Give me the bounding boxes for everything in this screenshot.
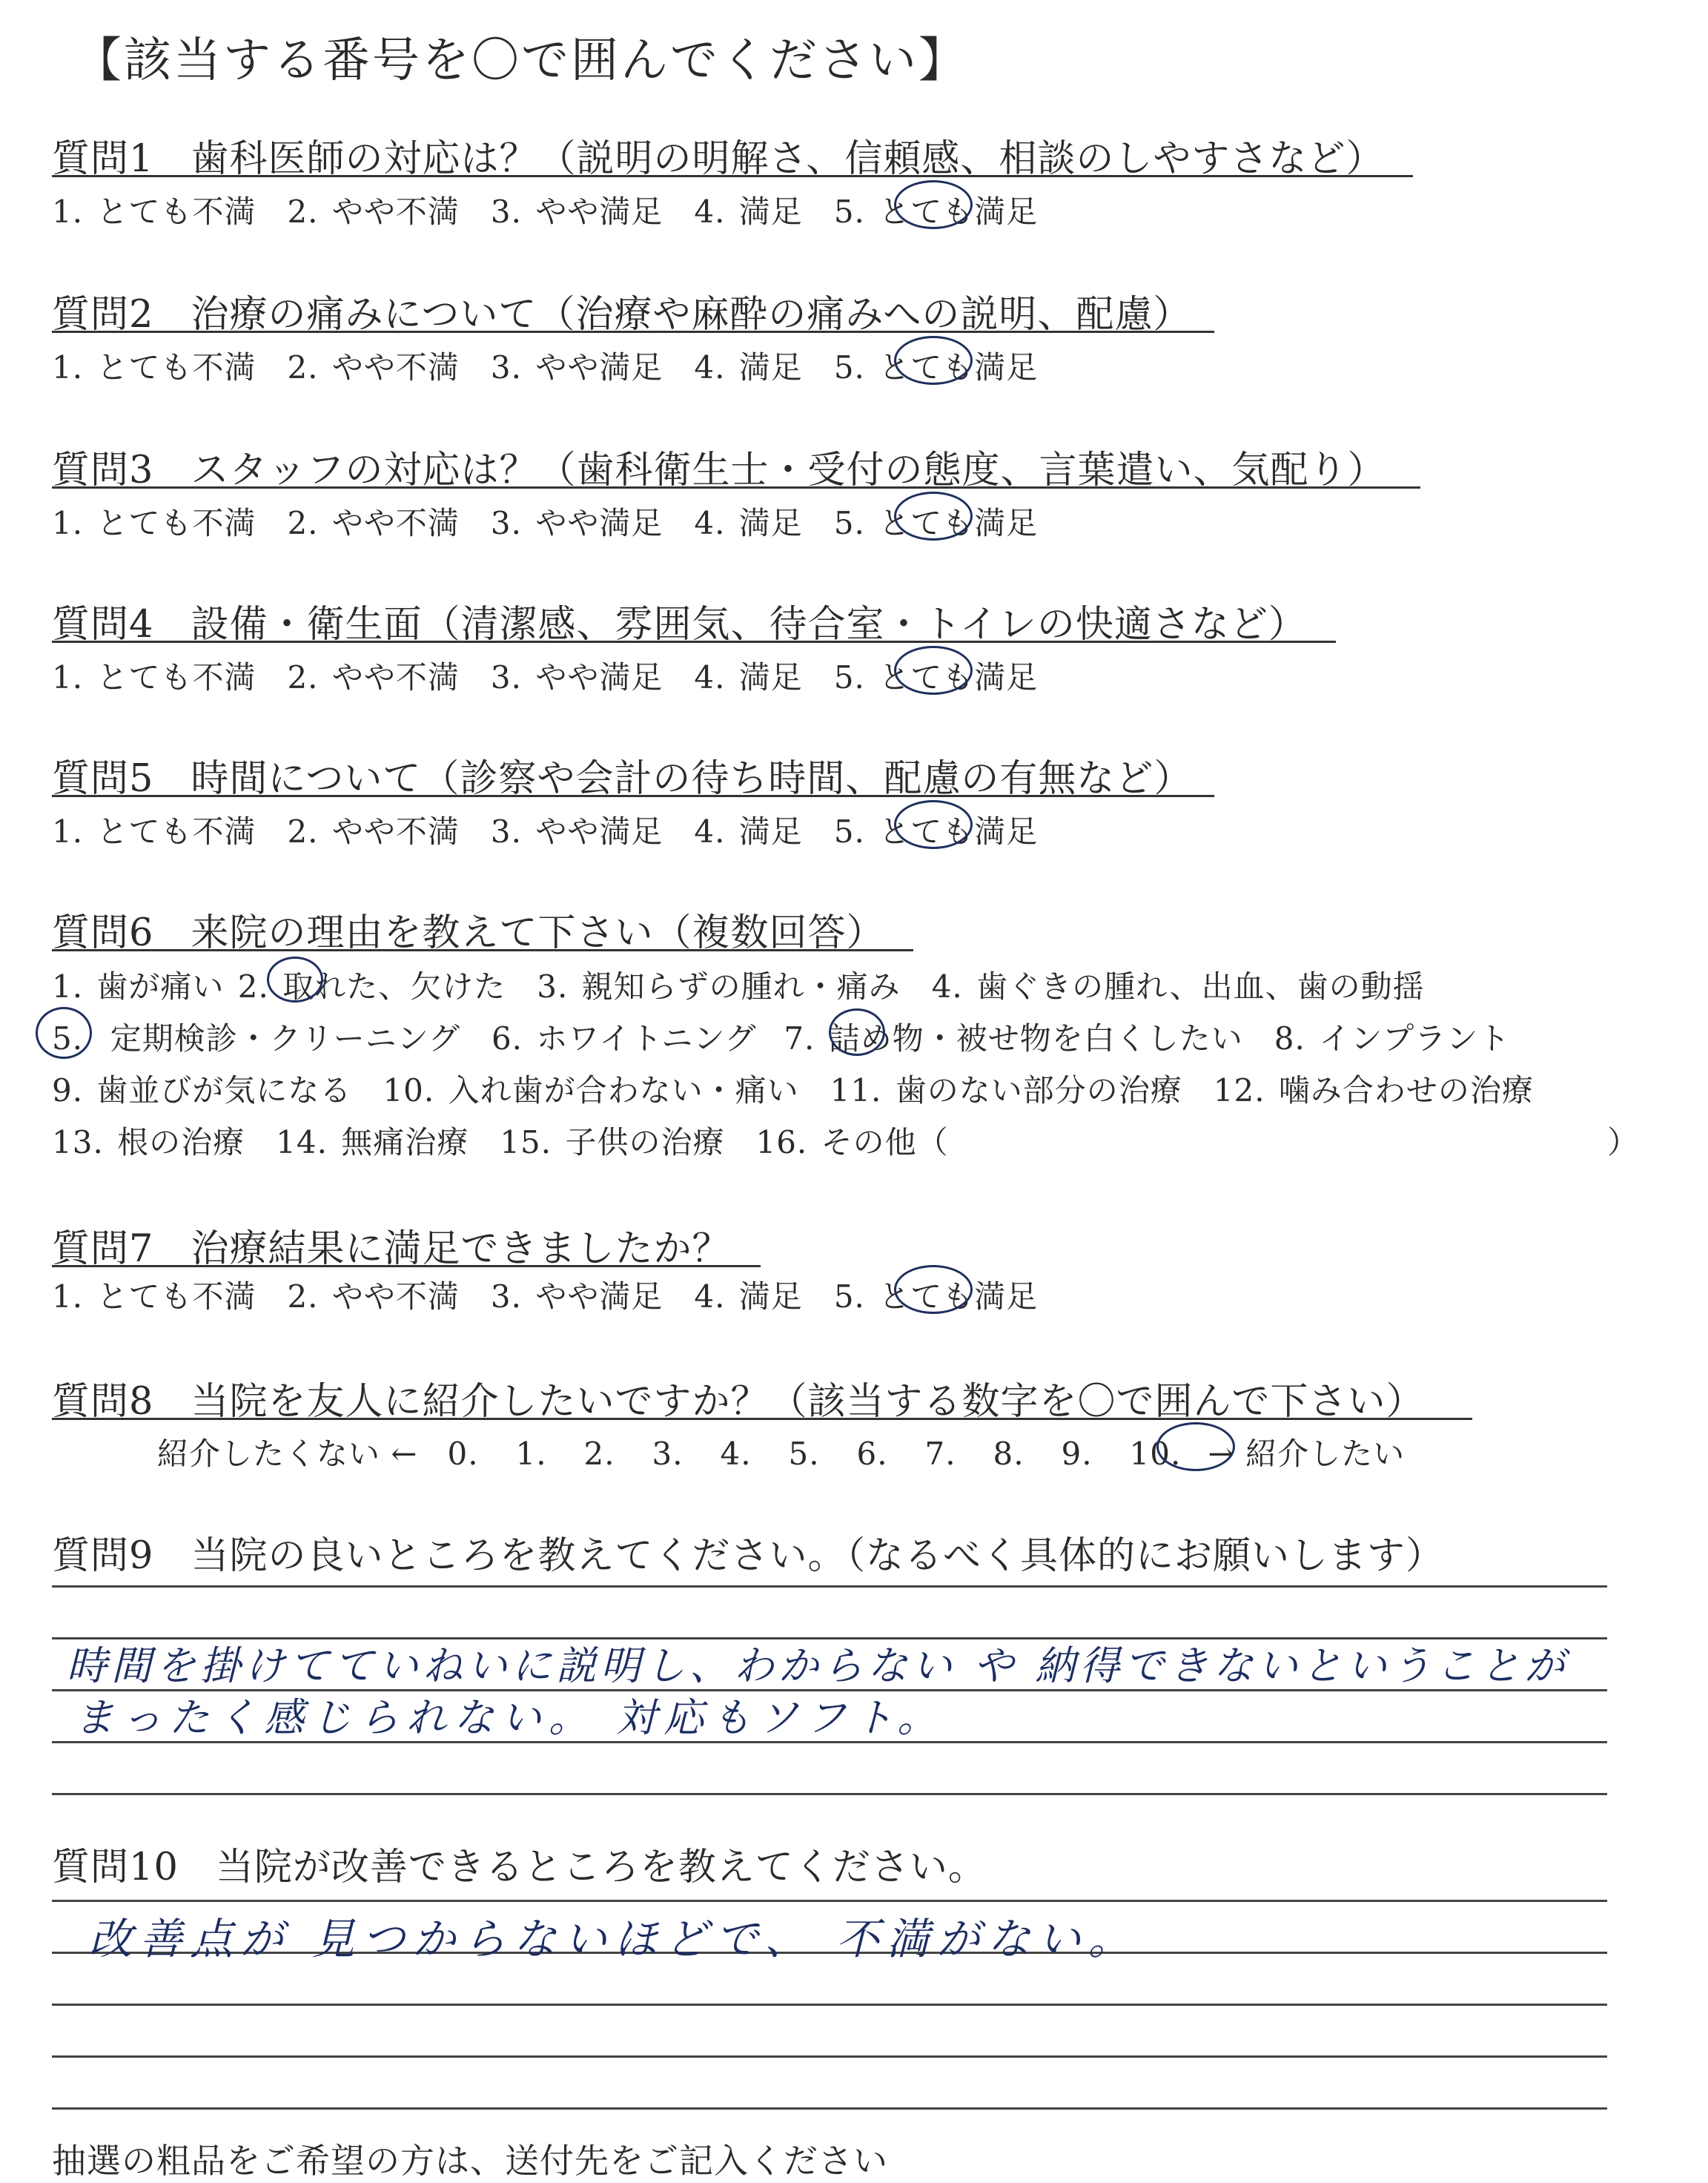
selection-circle <box>894 492 973 541</box>
option-1-num[interactable]: 1. <box>52 194 84 230</box>
question-1-underline <box>52 175 1413 177</box>
option-3-label: やや満足 <box>535 194 663 230</box>
question-1-label: 質問1 <box>52 137 154 181</box>
answer-line <box>52 1585 1607 1588</box>
question-4-options <box>52 653 1038 698</box>
answer-line <box>52 2004 1607 2006</box>
option-2-label: やや不満 <box>331 505 460 541</box>
option-4-label: 満足 <box>738 349 803 386</box>
option-4-label: 満足 <box>738 659 803 696</box>
option-3-num[interactable]: 3. <box>490 349 522 386</box>
reason-8[interactable]: 8. インプラント <box>1274 1020 1511 1057</box>
referral-9[interactable]: 9. <box>1061 1436 1093 1472</box>
question-8-label: 質問8 <box>52 1380 154 1424</box>
option-2-num[interactable]: 2. <box>287 659 319 696</box>
selection-circle <box>894 336 973 385</box>
reason-15[interactable]: 15. 子供の治療 <box>500 1124 725 1160</box>
referral-5[interactable]: 5. <box>788 1436 820 1472</box>
option-5-label: とても満足 <box>878 1278 1039 1315</box>
question-1 <box>52 128 1384 182</box>
reason-14[interactable]: 14. 無痛治療 <box>276 1124 469 1160</box>
question-8-underline <box>52 1418 1472 1420</box>
question-10-label: 質問10 <box>52 1846 179 1889</box>
answer-line <box>52 2107 1607 2110</box>
question-7-underline <box>52 1265 761 1267</box>
option-1-num[interactable]: 1. <box>52 659 84 696</box>
reason-16-close: ） <box>1607 1124 1640 1160</box>
question-2-label: 質問2 <box>52 293 154 337</box>
option-5-num[interactable]: 5. <box>833 1278 865 1315</box>
option-5-label: とても満足 <box>878 813 1039 850</box>
option-1-label: とても不満 <box>96 194 256 230</box>
reasons-row-1 <box>52 962 1425 1007</box>
option-4-num[interactable]: 4. <box>694 1278 726 1315</box>
option-2-label: やや不満 <box>331 659 460 696</box>
option-3-num[interactable]: 3. <box>490 194 522 230</box>
question-9-text: 当院の良いところを教えてください。（なるべく具体的にお願いします） <box>191 1534 1444 1578</box>
option-1-label: とても不満 <box>96 349 256 386</box>
referral-6[interactable]: 6. <box>856 1436 888 1472</box>
option-4-num[interactable]: 4. <box>694 813 726 850</box>
reason-7-label: 詰め物・被せ物を白くしたい <box>828 1020 1243 1057</box>
option-3-label: やや満足 <box>535 1278 663 1315</box>
referral-right-label: → 紹介したい <box>1208 1436 1406 1472</box>
option-4-label: 満足 <box>738 194 803 230</box>
selection-circle <box>894 646 973 695</box>
referral-3[interactable]: 3. <box>652 1436 683 1472</box>
question-9-label: 質問9 <box>52 1534 154 1578</box>
option-5-num[interactable]: 5. <box>833 194 865 230</box>
option-5-label: とても満足 <box>878 349 1039 386</box>
question-3-underline <box>52 486 1420 489</box>
question-1-text: 歯科医師の対応は？（説明の明解さ、信頼感、相談のしやすさなど） <box>191 137 1385 181</box>
option-4-label: 満足 <box>738 1278 803 1315</box>
option-3-num[interactable]: 3. <box>490 1278 522 1315</box>
question-5-text: 時間について（診察や会計の待ち時間、配慮の有無など） <box>191 757 1193 801</box>
question-6-text: 来院の理由を教えて下さい（複数回答） <box>191 911 885 955</box>
option-2-num[interactable]: 2. <box>287 194 319 230</box>
question-3-options <box>52 499 1038 544</box>
option-1-num[interactable]: 1. <box>52 1278 84 1315</box>
q9-handwritten-answer-line-1[interactable]: 時間を掛けてていねいに説明し、わからない や 納得できないということが <box>67 1642 1569 1689</box>
option-3-label: やや満足 <box>535 349 663 386</box>
question-5-underline <box>52 795 1214 797</box>
option-5-num[interactable]: 5. <box>833 813 865 850</box>
question-7-text: 治療結果に満足できましたか？ <box>191 1227 731 1271</box>
option-1-label: とても不満 <box>96 1278 256 1315</box>
selection-circle <box>36 1007 92 1059</box>
referral-0[interactable]: 0. <box>447 1436 479 1472</box>
reason-7-num[interactable]: 7. <box>784 1020 815 1057</box>
option-2-label: やや不満 <box>331 1278 460 1315</box>
reason-12[interactable]: 12. 噛み合わせの治療 <box>1213 1072 1534 1109</box>
option-3-num[interactable]: 3. <box>490 659 522 696</box>
answer-line <box>52 1900 1607 1902</box>
option-3-label: やや満足 <box>535 659 663 696</box>
question-3 <box>52 439 1386 494</box>
reason-1[interactable]: 1. 歯が痛い <box>52 968 225 1005</box>
question-6-underline <box>52 949 913 951</box>
referral-left-label: 紹介したくない ← <box>157 1436 418 1472</box>
selection-circle <box>894 180 973 229</box>
option-5-label: とても満足 <box>878 659 1039 696</box>
reason-4[interactable]: 4. 歯ぐきの腫れ、出血、歯の動揺 <box>931 968 1425 1005</box>
answer-line <box>52 1793 1607 1795</box>
option-3-label: やや満足 <box>535 813 663 850</box>
selection-circle <box>1156 1422 1235 1471</box>
question-3-text: スタッフの対応は？（歯科衛生士・受付の態度、言葉遣い、気配り） <box>191 449 1386 492</box>
option-1-label: とても不満 <box>96 659 256 696</box>
question-2 <box>52 283 1191 338</box>
reason-6[interactable]: 6. ホワイトニング <box>491 1020 757 1057</box>
option-2-num[interactable]: 2. <box>287 813 319 850</box>
reason-2-label: 取れた、欠けた <box>282 968 506 1005</box>
question-10 <box>52 1836 987 1891</box>
question-4-text: 設備・衛生面（清潔感、雰囲気、待合室・トイレの快適さなど） <box>191 603 1307 647</box>
reasons-row-4 <box>52 1118 949 1163</box>
question-5-options <box>52 808 1038 852</box>
question-2-text: 治療の痛みについて（治療や麻酔の痛みへの説明、配慮） <box>191 293 1192 337</box>
option-2-num[interactable]: 2. <box>287 505 319 541</box>
selection-circle <box>894 1265 973 1314</box>
reason-16[interactable]: 16. その他（ <box>755 1124 949 1160</box>
q9-handwritten-answer-line-2[interactable]: まったく感じられない。 対応もソフト。 <box>74 1694 945 1741</box>
question-8-text: 当院を友人に紹介したいですか？（該当する数字を〇で囲んで下さい） <box>191 1380 1425 1424</box>
reason-10[interactable]: 10. 入れ歯が合わない・痛い <box>383 1072 799 1109</box>
referral-8[interactable]: 8. <box>993 1436 1025 1472</box>
reason-9[interactable]: 9. 歯並びが気になる <box>52 1072 352 1109</box>
option-2-label: やや不満 <box>331 194 460 230</box>
question-9 <box>52 1525 1444 1579</box>
question-7 <box>52 1218 730 1272</box>
question-7-label: 質問7 <box>52 1227 154 1271</box>
reason-11[interactable]: 11. 歯のない部分の治療 <box>830 1072 1182 1109</box>
option-4-label: 満足 <box>738 505 803 541</box>
option-4-num[interactable]: 4. <box>694 659 726 696</box>
selection-circle <box>267 957 323 1003</box>
question-4-underline <box>52 641 1336 643</box>
referral-1[interactable]: 1. <box>515 1436 547 1472</box>
question-5 <box>52 747 1192 802</box>
question-2-options <box>52 343 1038 388</box>
referral-10[interactable]: 10. <box>1129 1436 1182 1472</box>
option-4-num[interactable]: 4. <box>694 194 726 230</box>
q10-handwritten-answer[interactable]: 改善点が 見つからないほどで、 不満がない。 <box>89 1914 1139 1964</box>
selection-circle <box>829 1008 885 1056</box>
answer-line <box>52 2055 1607 2058</box>
option-1-num[interactable]: 1. <box>52 505 84 541</box>
question-3-label: 質問3 <box>52 449 154 492</box>
option-4-num[interactable]: 4. <box>694 505 726 541</box>
reason-5-num[interactable]: 5. <box>52 1020 84 1057</box>
option-2-label: やや不満 <box>331 349 460 386</box>
option-2-label: やや不満 <box>331 813 460 850</box>
referral-2[interactable]: 2. <box>583 1436 615 1472</box>
question-1-options <box>52 188 1038 232</box>
option-1-label: とても不満 <box>96 505 256 541</box>
option-1-label: とても不満 <box>96 813 256 850</box>
option-5-num[interactable]: 5. <box>833 659 865 696</box>
option-5-num[interactable]: 5. <box>833 349 865 386</box>
option-3-num[interactable]: 3. <box>490 505 522 541</box>
question-2-underline <box>52 331 1214 333</box>
question-5-label: 質問5 <box>52 757 154 801</box>
reason-5-label: 定期検診・クリーニング <box>110 1020 460 1057</box>
footer-note: 抽選の粗品をご希望の方は、送付先をご記入ください <box>52 2141 888 2181</box>
question-7-options <box>52 1272 1038 1317</box>
option-1-num[interactable]: 1. <box>52 813 84 850</box>
question-6-label: 質問6 <box>52 911 154 955</box>
option-5-num[interactable]: 5. <box>833 505 865 541</box>
option-3-num[interactable]: 3. <box>490 813 522 850</box>
reasons-row-3 <box>52 1066 1534 1111</box>
question-6 <box>52 902 884 957</box>
selection-circle <box>894 800 973 849</box>
reason-13[interactable]: 13. 根の治療 <box>52 1124 245 1160</box>
option-4-label: 満足 <box>738 813 803 850</box>
question-4-label: 質問4 <box>52 603 154 647</box>
option-1-num[interactable]: 1. <box>52 349 84 386</box>
option-2-num[interactable]: 2. <box>287 349 319 386</box>
option-5-label: とても満足 <box>878 194 1039 230</box>
option-2-num[interactable]: 2. <box>287 1278 319 1315</box>
question-10-text: 当院が改善できるところを教えてください。 <box>215 1846 987 1889</box>
option-3-label: やや満足 <box>535 505 663 541</box>
reason-3[interactable]: 3. 親知らずの腫れ・痛み <box>537 968 901 1005</box>
referral-7[interactable]: 7. <box>924 1436 956 1472</box>
question-4 <box>52 593 1307 648</box>
option-5-label: とても満足 <box>878 505 1039 541</box>
page-title: 【該当する番号を〇で囲んでください】 <box>74 33 968 88</box>
reasons-row-2 <box>52 1014 1510 1059</box>
question-8 <box>52 1370 1424 1425</box>
option-4-num[interactable]: 4. <box>694 349 726 386</box>
referral-4[interactable]: 4. <box>720 1436 752 1472</box>
reason-2-num[interactable]: 2. <box>237 968 269 1005</box>
